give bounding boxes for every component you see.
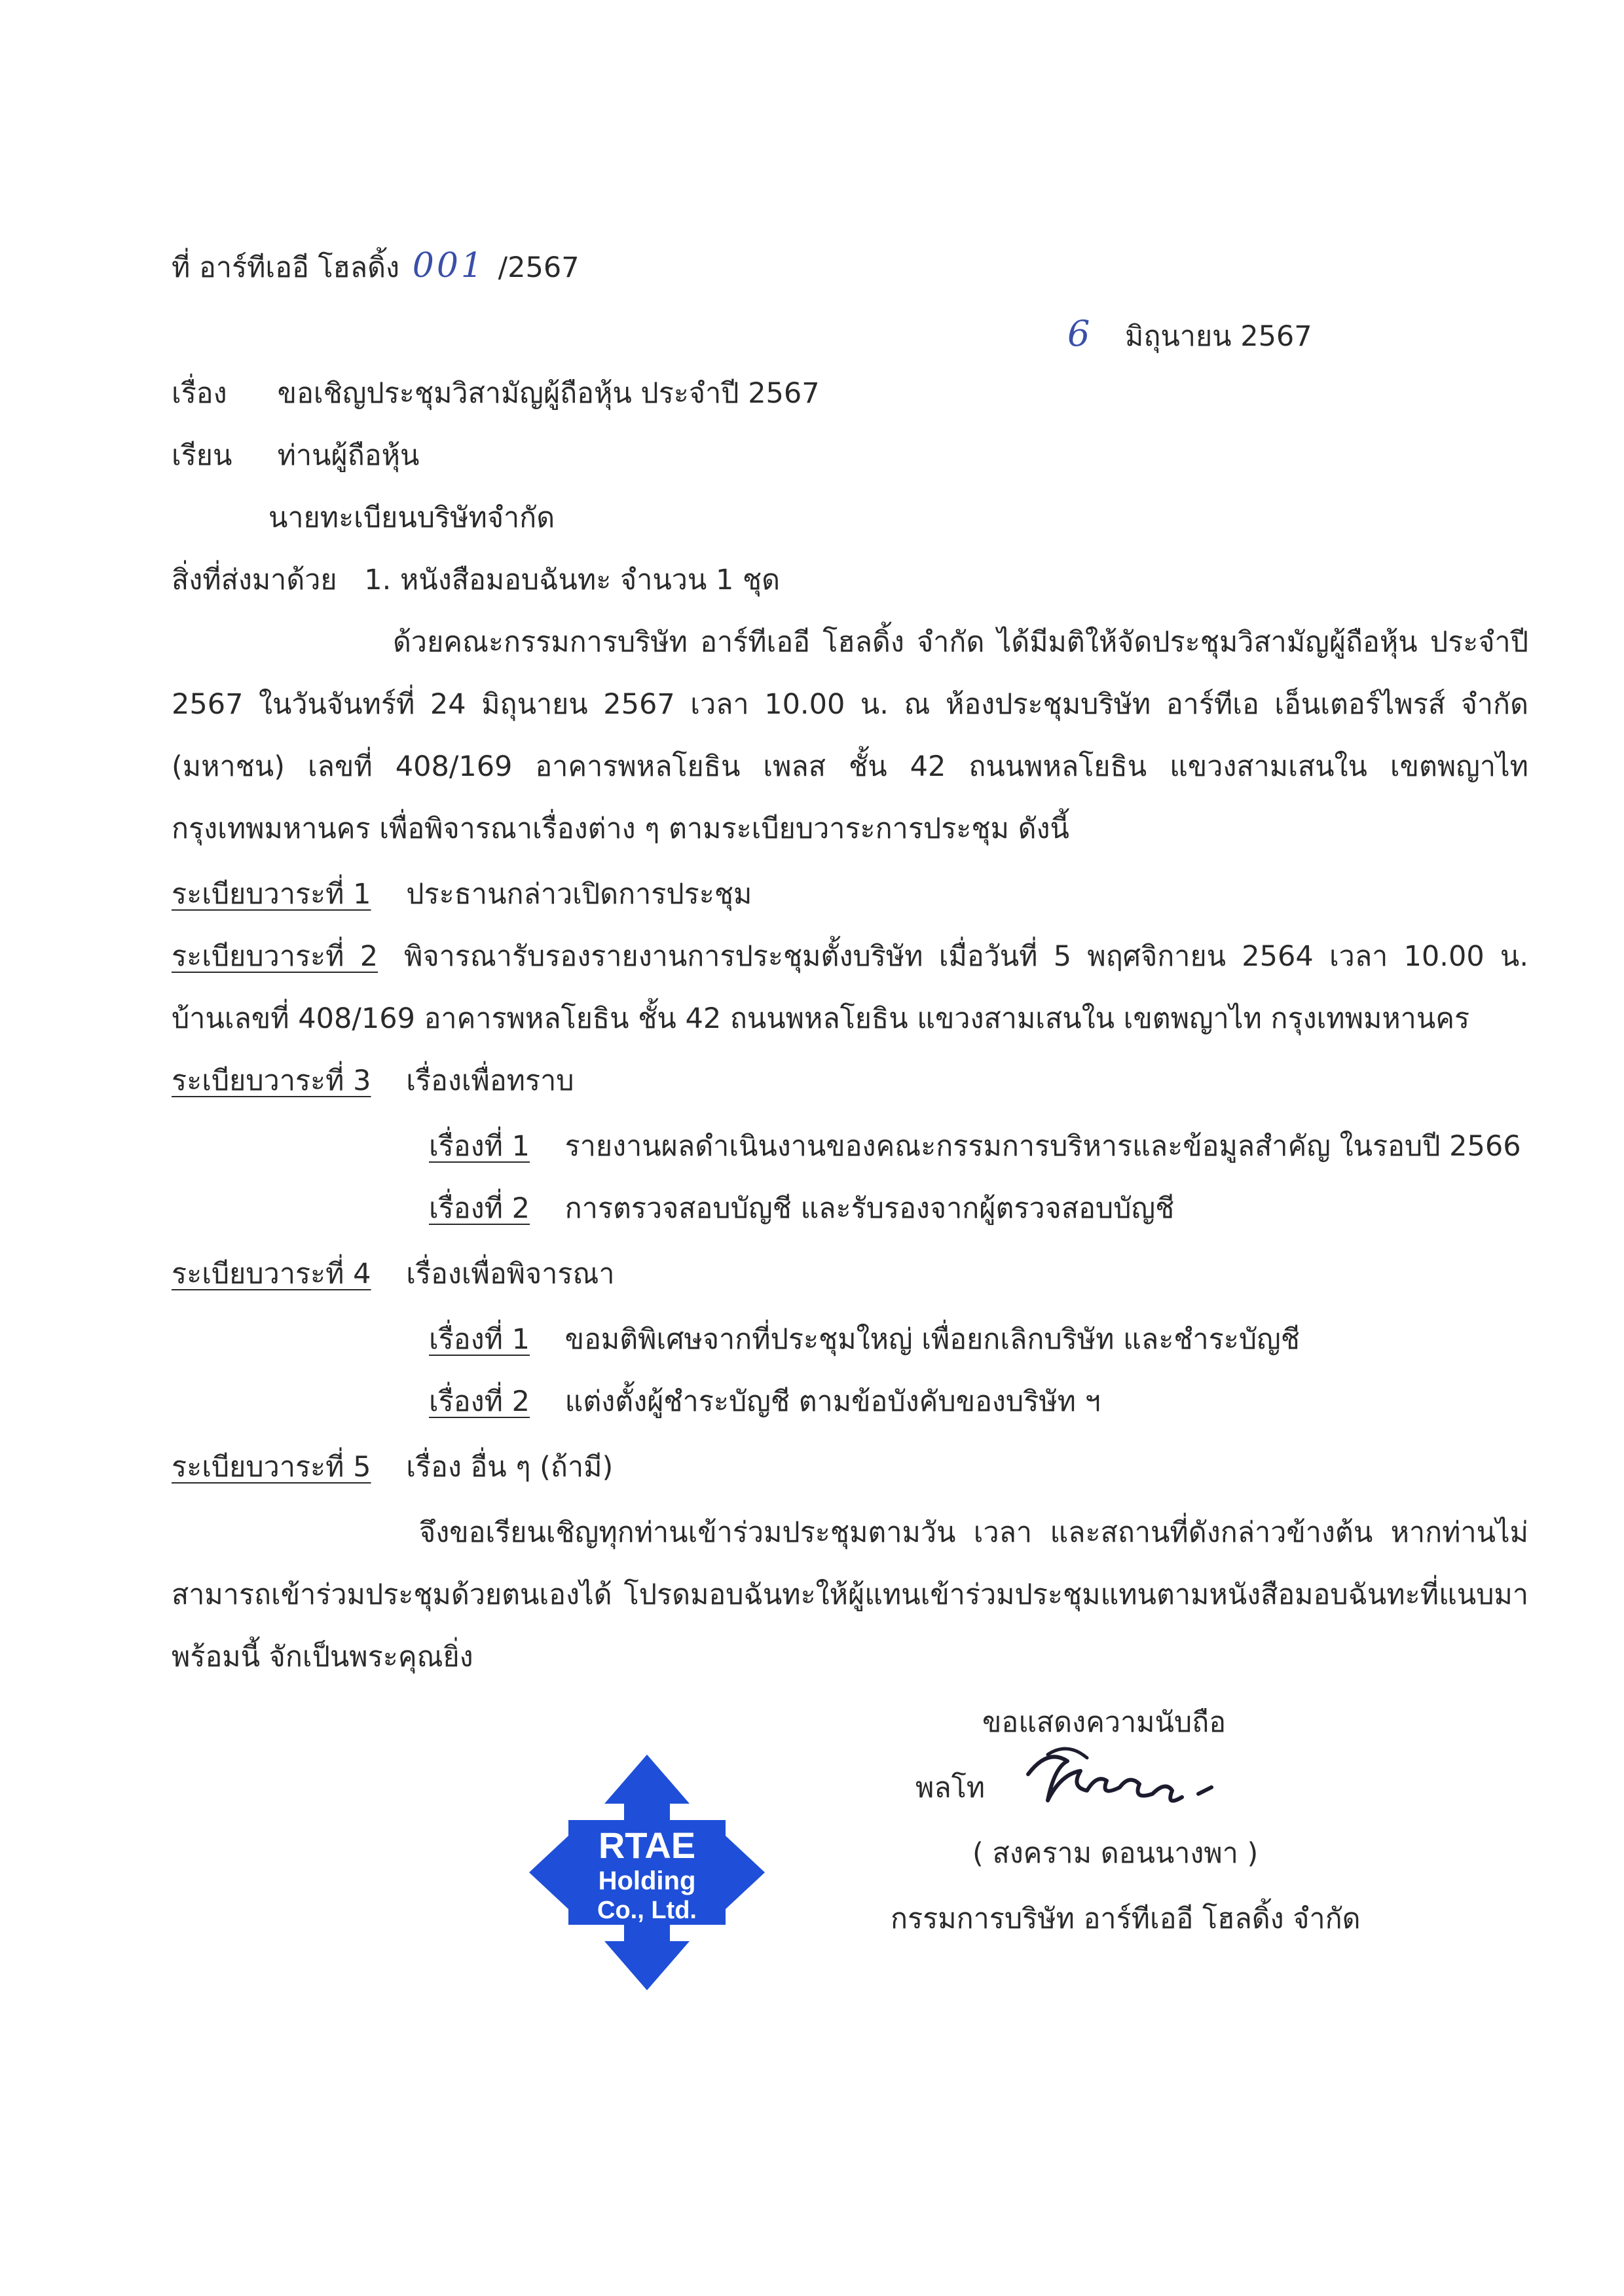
- agenda-label-1: ระเบียบวาระที่ 1: [172, 878, 371, 911]
- agenda-3-subitem-1-text: รายงานผลดำเนินงานของคณะกรรมการบริหารและข้อมูลสำคัญ ในรอบปี 2566: [564, 1130, 1521, 1163]
- logo-line-2: Holding: [598, 1867, 696, 1895]
- recipient-line-1: [172, 439, 420, 472]
- letter-date: [1067, 313, 1312, 354]
- subject-label: เรื่อง: [172, 377, 227, 410]
- reference-handwritten-number: 001: [412, 246, 485, 285]
- agenda-4-subitem-2-label: เรื่องที่ 2: [429, 1385, 530, 1418]
- agenda-4-subitem-1: [429, 1323, 1300, 1356]
- agenda-text-5: เรื่อง อื่น ๆ (ถ้ามี): [406, 1451, 614, 1484]
- intro-line-3: (มหาชน) เลขที่ 408/169 อาคารพหลโยธิน เพลส ชั้น 42 ถนนพหลโยธิน แขวงสามเสนใน เขตพญาไท: [172, 750, 1528, 783]
- agenda-4-subitem-1-label: เรื่องที่ 1: [429, 1323, 530, 1356]
- agenda-3-subitem-2-text: การตรวจสอบบัญชี และรับรองจากผู้ตรวจสอบบัญชี: [564, 1192, 1175, 1225]
- date-month-year: มิถุนายน 2567: [1125, 320, 1312, 353]
- agenda-3-subitem-1: [429, 1130, 1521, 1163]
- closing-line-1: จึงขอเรียนเชิญทุกท่านเข้าร่วมประชุมตามวัน เวลา และสถานที่ดังกล่าวข้างต้น หากท่านไม่: [419, 1516, 1528, 1549]
- agenda-3-subitem-2: [429, 1192, 1175, 1225]
- signatory-name: ( สงคราม ดอนนางพา ): [972, 1837, 1259, 1870]
- enclosure-label: สิ่งที่ส่งมาด้วย: [172, 564, 337, 596]
- agenda-item-1: [172, 878, 752, 911]
- agenda-item-2: [172, 940, 1528, 973]
- reference-suffix: /2567: [498, 251, 580, 284]
- reference-number: [172, 246, 580, 285]
- logo-line-3: Co., Ltd.: [597, 1897, 697, 1924]
- agenda-3-subitem-2-label: เรื่องที่ 2: [429, 1192, 530, 1225]
- subject-text: ขอเชิญประชุมวิสามัญผู้ถือหุ้น ประจำปี 2567: [277, 377, 820, 410]
- closing-line-3: พร้อมนี้ จักเป็นพระคุณยิ่ง: [172, 1641, 473, 1673]
- recipient-1: ท่านผู้ถือหุ้น: [277, 439, 420, 472]
- reference-prefix: ที่ อาร์ทีเออี โฮลดิ้ง: [172, 251, 400, 284]
- closing-line-2: สามารถเข้าร่วมประชุมด้วยตนเองได้ โปรดมอบฉันทะให้ผู้แทนเข้าร่วมประชุมแทนตามหนังสือมอบฉันทะที่แนบมา: [172, 1578, 1528, 1611]
- agenda-text-3: เรื่องเพื่อทราบ: [406, 1065, 574, 1097]
- enclosure-line: [172, 566, 780, 594]
- date-handwritten-day: 6: [1067, 313, 1090, 354]
- agenda-label-4: ระเบียบวาระที่ 4: [172, 1258, 371, 1290]
- regards-text: ขอแสดงความนับถือ: [982, 1706, 1227, 1739]
- agenda-4-subitem-2-text: แต่งตั้งผู้ชำระบัญชี ตามข้อบังคับของบริษัท ฯ: [564, 1385, 1101, 1418]
- company-logo: [529, 1755, 765, 1990]
- agenda-label-3: ระเบียบวาระที่ 3: [172, 1065, 371, 1097]
- subject-line: [172, 377, 820, 410]
- handwritten-signature: [1008, 1735, 1244, 1820]
- agenda-label-2: ระเบียบวาระที่ 2: [172, 940, 378, 973]
- agenda-label-5: ระเบียบวาระที่ 5: [172, 1451, 371, 1484]
- agenda-item-4: [172, 1260, 615, 1288]
- agenda-item-3: [172, 1067, 574, 1095]
- intro-line-1: ด้วยคณะกรรมการบริษัท อาร์ทีเออี โฮลดิ้ง จำกัด ได้มีมติให้จัดประชุมวิสามัญผู้ถือหุ้น ประจำปี: [393, 626, 1528, 659]
- agenda-text-4: เรื่องเพื่อพิจารณา: [406, 1258, 615, 1290]
- signatory-rank: พลโท: [915, 1772, 986, 1804]
- agenda-text-2: พิจารณารับรองรายงานการประชุมตั้งบริษัท เมื่อวันที่ 5 พฤศจิกายน 2564 เวลา 10.00 น.: [404, 940, 1528, 973]
- enclosure-text: 1. หนังสือมอบฉันทะ จำนวน 1 ชุด: [364, 564, 781, 596]
- signatory-position: กรรมการบริษัท อาร์ทีเออี โฮลดิ้ง จำกัด: [891, 1903, 1361, 1935]
- recipient-label: เรียน: [172, 439, 232, 472]
- logo-line-1: RTAE: [598, 1825, 696, 1866]
- intro-line-2: 2567 ในวันจันทร์ที่ 24 มิถุนายน 2567 เวลา 10.00 น. ณ ห้องประชุมบริษัท อาร์ทีเอ เอ็นเตอร์ไพรส์ จำกัด: [172, 688, 1528, 721]
- agenda-text-1: ประธานกล่าวเปิดการประชุม: [406, 878, 752, 911]
- agenda-item-5: [172, 1453, 613, 1482]
- agenda-4-subitem-2: [429, 1385, 1101, 1418]
- agenda-3-subitem-1-label: เรื่องที่ 1: [429, 1130, 530, 1163]
- recipient-2: นายทะเบียนบริษัทจำกัด: [268, 501, 555, 534]
- intro-line-4: กรุงเทพมหานคร เพื่อพิจารณาเรื่องต่าง ๆ ตามระเบียบวาระการประชุม ดังนี้: [172, 812, 1069, 845]
- agenda-text-2-continued: บ้านเลขที่ 408/169 อาคารพหลโยธิน ชั้น 42 ถนนพหลโยธิน แขวงสามเสนใน เขตพญาไท กรุงเทพมหานคร: [172, 1002, 1470, 1035]
- agenda-4-subitem-1-text: ขอมติพิเศษจากที่ประชุมใหญ่ เพื่อยกเลิกบริษัท และชำระบัญชี: [564, 1323, 1300, 1356]
